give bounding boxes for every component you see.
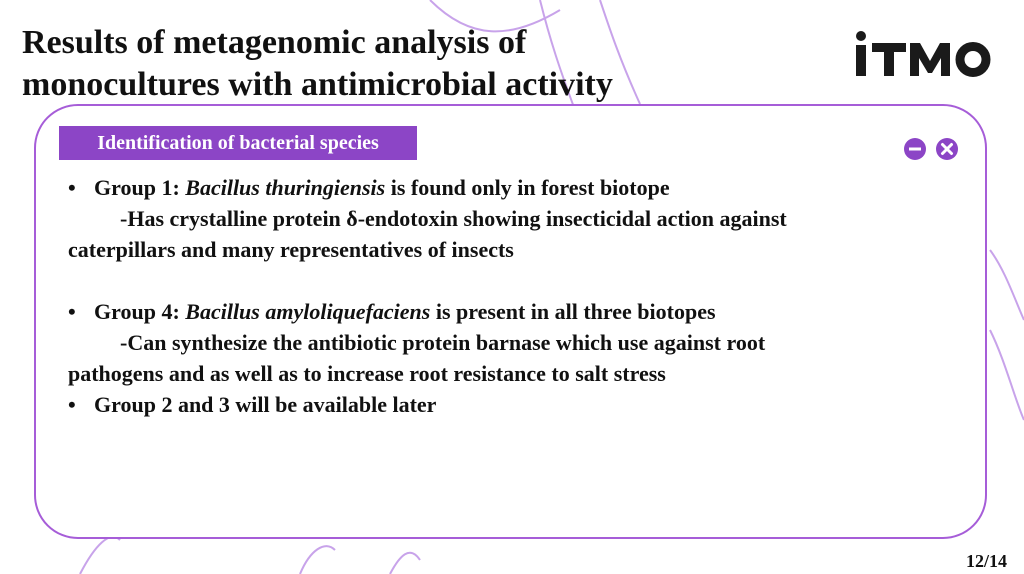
group-1-detail-line (68, 203, 928, 234)
group-2-3-line (68, 389, 928, 420)
group-2-3-text: Group 2 and 3 will be available later (94, 392, 437, 417)
group-1-detail-1: -Has crystalline protein δ-endotoxin showing insecticidal action against (120, 206, 787, 231)
slide-title (22, 22, 613, 106)
bullet: • (68, 175, 76, 200)
group-1-lead: Group 1: (94, 175, 186, 200)
group-4-detail-1: -Can synthesize the antibiotic protein barnase which use against root (120, 330, 766, 355)
itmo-logo-mark (852, 28, 992, 84)
group-4-line (68, 296, 928, 327)
slide-title-line-1: Results of metagenomic analysis of (22, 24, 527, 61)
group-4-rest: is present in all three biotopes (430, 299, 716, 324)
itmo-logo (852, 28, 992, 89)
close-icon[interactable] (935, 137, 959, 161)
spacer (68, 265, 928, 296)
content-body (68, 172, 928, 420)
group-1-rest: is found only in forest biotope (385, 175, 670, 200)
minimize-icon[interactable] (903, 137, 927, 161)
group-4-detail-continued: pathogens and as well as to increase root resistance to salt stress (68, 361, 666, 386)
panel-controls (903, 137, 959, 161)
bullet: • (68, 392, 76, 417)
slide-title-line-2: monocultures with antimicrobial activity (22, 66, 613, 103)
group-1-species: Bacillus thuringiensis (185, 175, 386, 200)
group-1-line (68, 172, 928, 203)
group-4-lead: Group 4: (94, 299, 186, 324)
group-1-detail-continued: caterpillars and many representatives of insects (68, 237, 514, 262)
panel-tag: Identification of bacterial species (59, 126, 417, 160)
group-4-detail-line (68, 327, 928, 358)
group-4-species: Bacillus amyloliquefaciens (185, 299, 431, 324)
page-number: 12/14 (966, 551, 1008, 571)
bullet: • (68, 299, 76, 324)
